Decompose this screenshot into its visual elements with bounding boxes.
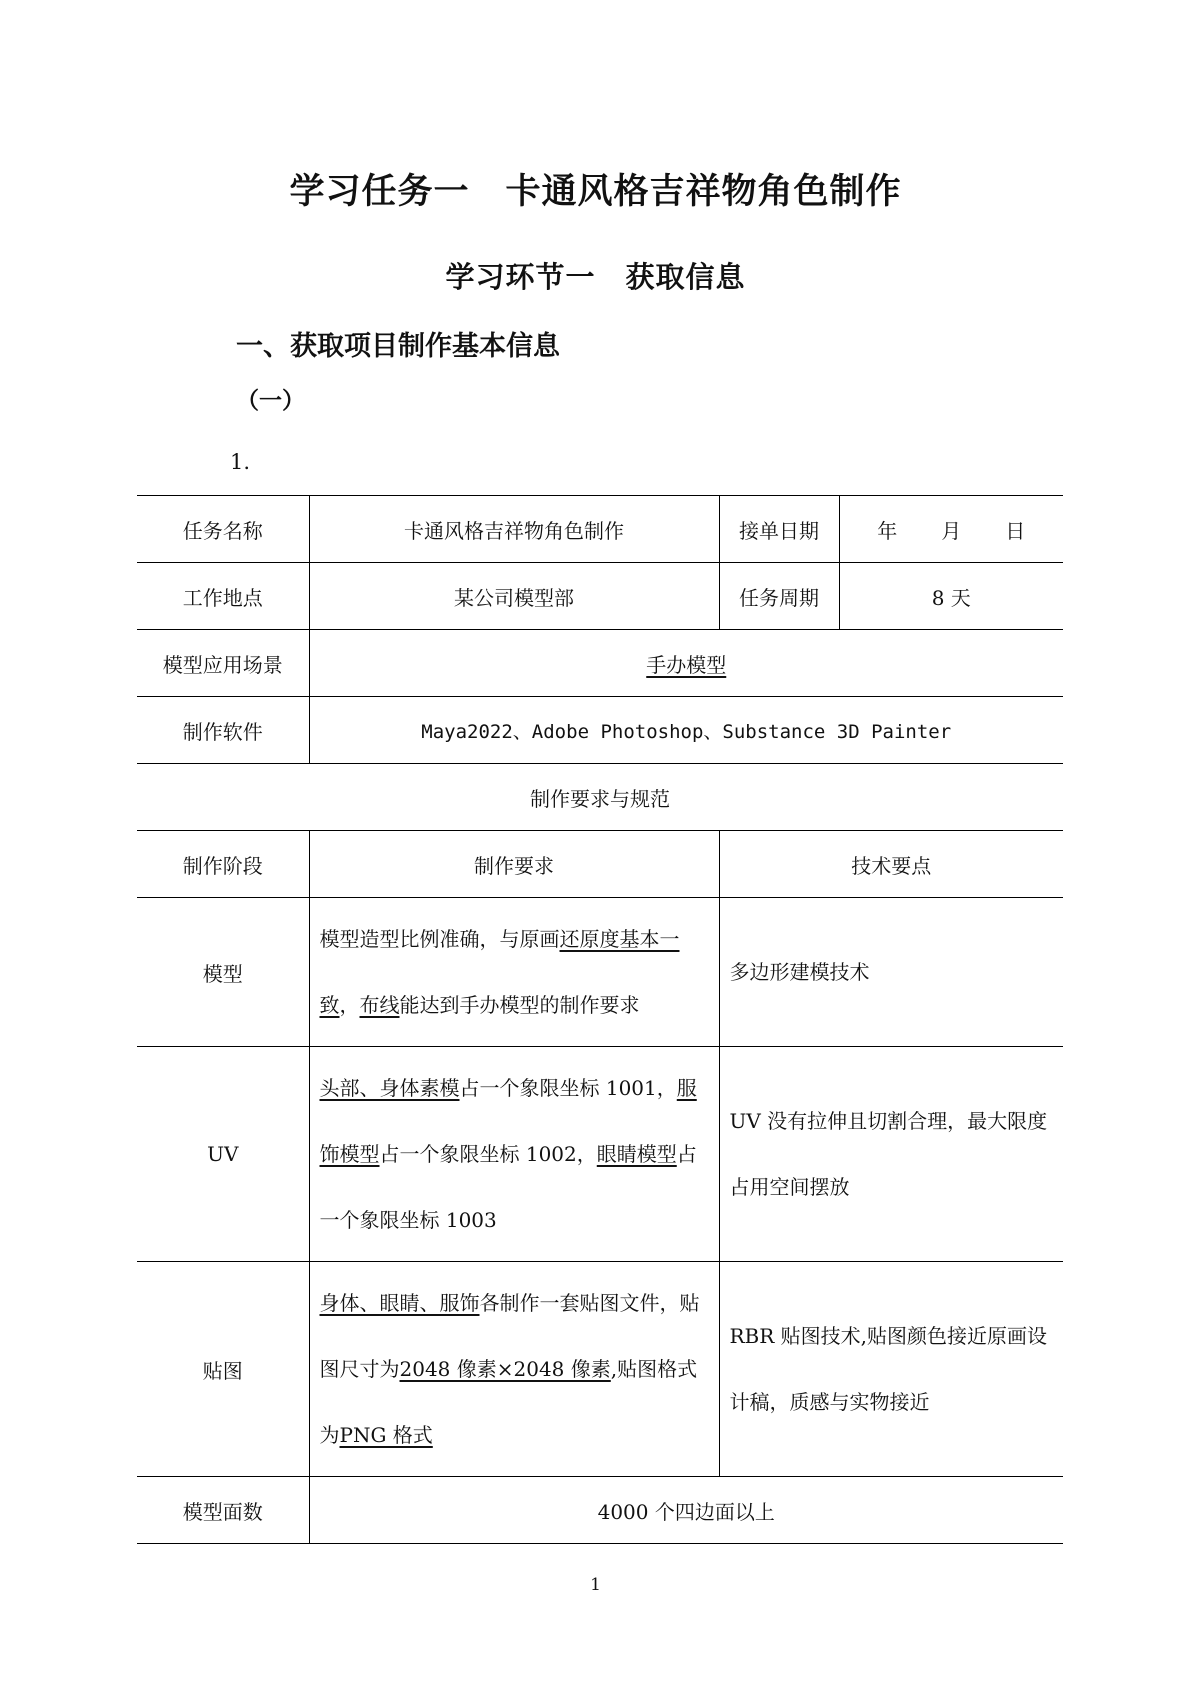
software-value: Maya2022、Adobe Photoshop、Substance 3D Painter	[309, 697, 1063, 764]
tech-model: 多边形建模技术	[719, 898, 1063, 1047]
table-header-row	[137, 831, 1063, 898]
column-header-stage: 制作阶段	[137, 831, 309, 898]
table-row	[137, 563, 1063, 630]
stage-model: 模型	[137, 898, 309, 1047]
date-day: 日	[1005, 518, 1026, 543]
column-header-tech: 技术要点	[719, 831, 1063, 898]
subsection-heading: （一）	[236, 388, 305, 414]
table-row	[137, 1262, 1063, 1477]
stage-uv: UV	[137, 1047, 309, 1262]
page-number: 1	[590, 1575, 601, 1595]
requirements-heading: 制作要求与规范	[137, 764, 1063, 831]
requirement-texture: 身体、眼睛、服饰各制作一套贴图文件，贴图尺寸为2048 像素×2048 像素,贴图格式为PNG 格式	[309, 1262, 719, 1477]
table-row	[137, 1477, 1063, 1544]
tech-texture: RBR 贴图技术,贴图颜色接近原画设计稿，质感与实物接近	[719, 1262, 1063, 1477]
location-label: 工作地点	[137, 563, 309, 630]
scene-value: 手办模型	[646, 652, 727, 677]
table-row	[137, 764, 1063, 831]
table-row	[137, 1047, 1063, 1262]
date-month: 月	[941, 518, 962, 543]
face-count-value: 4000 个四边面以上	[309, 1477, 1063, 1544]
task-name-value: 卡通风格吉祥物角色制作	[309, 496, 719, 563]
document-subtitle: 学习环节一 获取信息	[445, 260, 746, 294]
order-date-value	[839, 496, 1063, 563]
software-label: 制作软件	[137, 697, 309, 764]
location-value: 某公司模型部	[309, 563, 719, 630]
requirement-model: 模型造型比例准确，与原画还原度基本一致，布线能达到手办模型的制作要求	[309, 898, 719, 1047]
order-date-label: 接单日期	[719, 496, 839, 563]
project-info-table	[137, 495, 1063, 1544]
table-row	[137, 697, 1063, 764]
item-number: 1.	[230, 450, 251, 474]
scene-value-cell	[309, 630, 1063, 697]
period-value: 8 天	[839, 563, 1063, 630]
table-row	[137, 496, 1063, 563]
section-heading: 一、获取项目制作基本信息	[236, 331, 560, 362]
table-row	[137, 898, 1063, 1047]
requirement-uv: 头部、身体素模占一个象限坐标 1001，服饰模型占一个象限坐标 1002，眼睛模型占一个象限坐标 1003	[309, 1047, 719, 1262]
scene-label: 模型应用场景	[137, 630, 309, 697]
face-count-label: 模型面数	[137, 1477, 309, 1544]
date-year: 年	[877, 518, 898, 543]
stage-texture: 贴图	[137, 1262, 309, 1477]
column-header-requirement: 制作要求	[309, 831, 719, 898]
task-name-label: 任务名称	[137, 496, 309, 563]
table-row	[137, 630, 1063, 697]
period-label: 任务周期	[719, 563, 839, 630]
document-title: 学习任务一 卡通风格吉祥物角色制作	[289, 172, 902, 212]
tech-uv: UV 没有拉伸且切割合理，最大限度占用空间摆放	[719, 1047, 1063, 1262]
